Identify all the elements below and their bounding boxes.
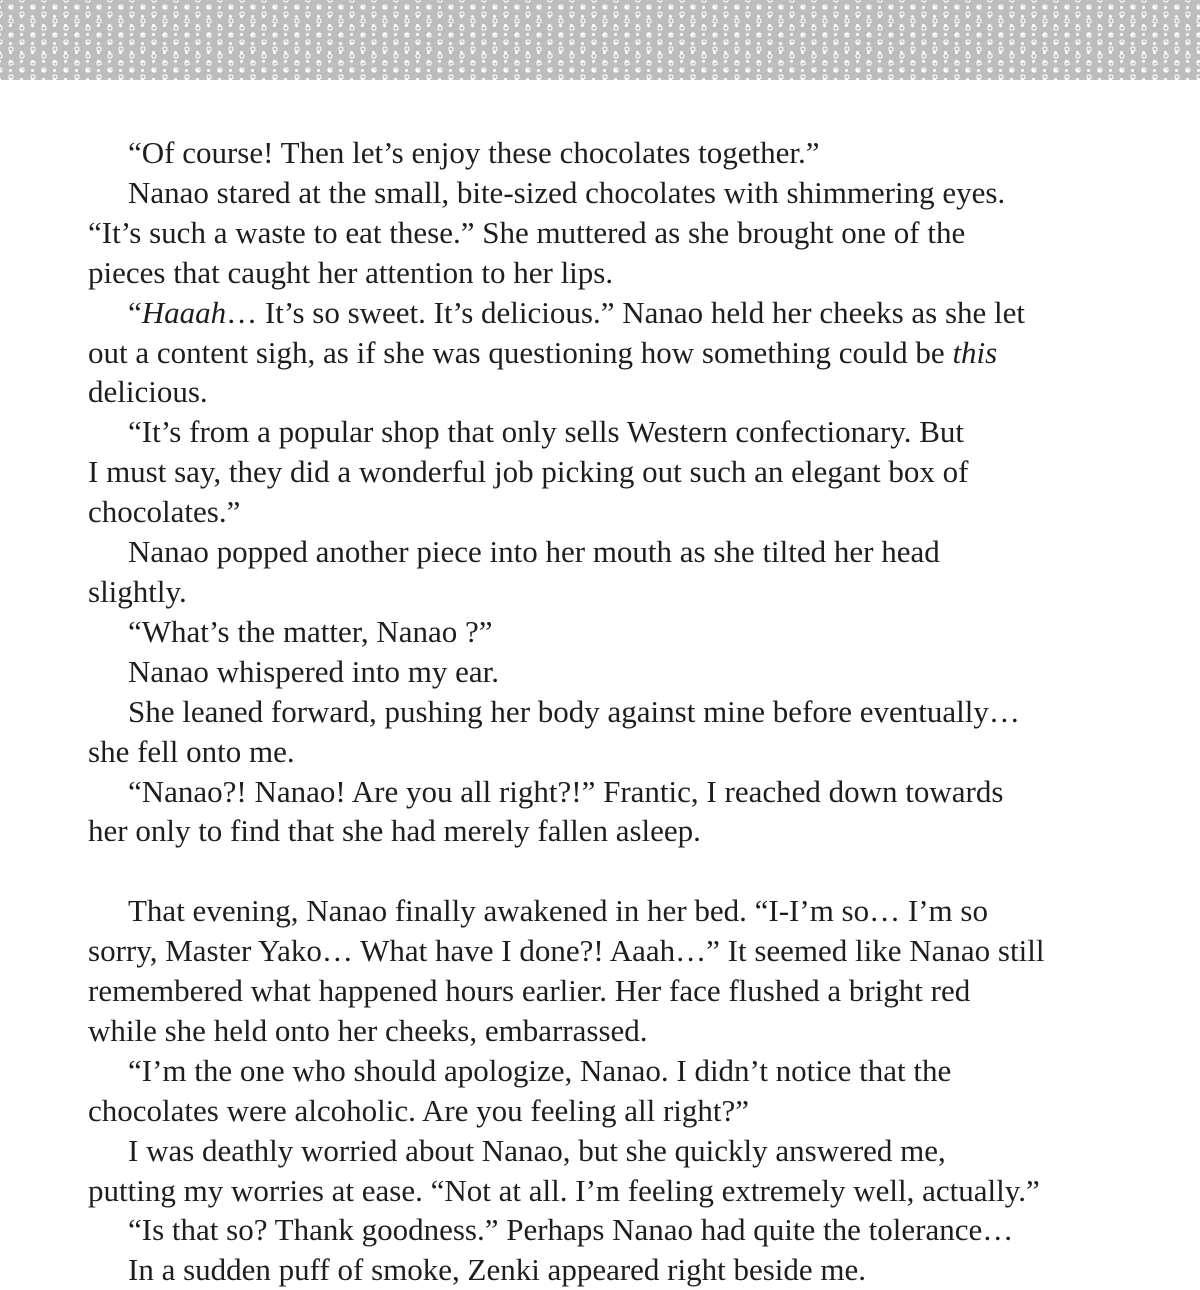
text-line — [88, 293, 1128, 333]
text-line: “What’s the matter, Nanao ?” — [128, 613, 493, 649]
text-line: chocolates were alcoholic. Are you feeling all right?” — [88, 1092, 750, 1128]
paragraph — [88, 532, 1128, 612]
paragraph — [88, 1210, 1128, 1250]
paragraph — [88, 213, 1128, 293]
text-line — [88, 333, 1128, 373]
text-line: chocolates.” — [88, 494, 241, 530]
section-break — [88, 851, 1128, 891]
italic-text: Haaah — [141, 294, 227, 330]
text-line: “Nanao?! Nanao! Are you all right?!” Frantic, I reached down towards — [128, 773, 1004, 809]
text-line: “It’s from a popular shop that only sells Western confectionary. But — [128, 414, 965, 450]
decorative-header-pattern — [0, 0, 1200, 80]
text-line: sorry, Master Yako… What have I done?! Aaah…” It seemed like Nanao still — [88, 933, 1045, 969]
text-line: she fell onto me. — [88, 733, 295, 769]
text-line: while she held onto her cheeks, embarrassed. — [88, 1012, 648, 1048]
text-line: She leaned forward, pushing her body against mine before eventually… — [128, 693, 1020, 729]
paragraph — [88, 293, 1128, 413]
paragraph — [88, 1051, 1128, 1131]
text-line: putting my worries at ease. “Not at all. I’m feeling extremely well, actually.” — [88, 1172, 1040, 1208]
text-line: That evening, Nanao finally awakened in her bed. “I-I’m so… I’m so — [128, 893, 988, 929]
text-run: “ — [128, 294, 142, 330]
paragraph — [88, 891, 1128, 1051]
text-line: “I’m the one who should apologize, Nanao. I didn’t notice that the — [128, 1052, 952, 1088]
text-line: I must say, they did a wonderful job picking out such an elegant box of — [88, 454, 969, 490]
paragraph — [88, 173, 1128, 213]
text-run: … It’s so sweet. It’s delicious.” Nanao held her cheeks as she let — [226, 294, 1026, 330]
paragraph — [88, 772, 1128, 852]
paragraph — [88, 692, 1128, 772]
paragraph — [88, 652, 1128, 692]
text-line: pieces that caught her attention to her lips. — [88, 254, 614, 290]
text-run: delicious. — [88, 374, 208, 410]
text-line: Nanao stared at the small, bite-sized chocolates with shimmering eyes. — [128, 174, 1006, 210]
text-line: “It’s such a waste to eat these.” She muttered as she brought one of the — [88, 214, 966, 250]
paragraph — [88, 1250, 1128, 1290]
italic-text: this — [952, 334, 998, 370]
text-run: out a content sigh, as if she was questioning how something could be — [88, 334, 953, 370]
text-line: “Of course! Then let’s enjoy these chocolates together.” — [128, 135, 820, 170]
text-line — [88, 372, 1128, 412]
text-line: I was deathly worried about Nanao, but she quickly answered me, — [128, 1132, 946, 1168]
paragraph — [88, 412, 1128, 532]
paragraph — [88, 133, 1128, 173]
page-text — [88, 133, 1128, 1290]
text-line: remembered what happened hours earlier. Her face flushed a bright red — [88, 973, 971, 1009]
paragraph — [88, 612, 1128, 652]
paragraph — [88, 1131, 1128, 1211]
text-line: her only to find that she had merely fallen asleep. — [88, 813, 701, 849]
text-line: Nanao whispered into my ear. — [128, 653, 500, 689]
text-line: “Is that so? Thank goodness.” Perhaps Nanao had quite the tolerance… — [128, 1212, 1014, 1248]
text-line: Nanao popped another piece into her mouth as she tilted her head — [128, 534, 940, 570]
text-line: slightly. — [88, 573, 187, 609]
text-line: In a sudden puff of smoke, Zenki appeared right beside me. — [128, 1252, 867, 1288]
